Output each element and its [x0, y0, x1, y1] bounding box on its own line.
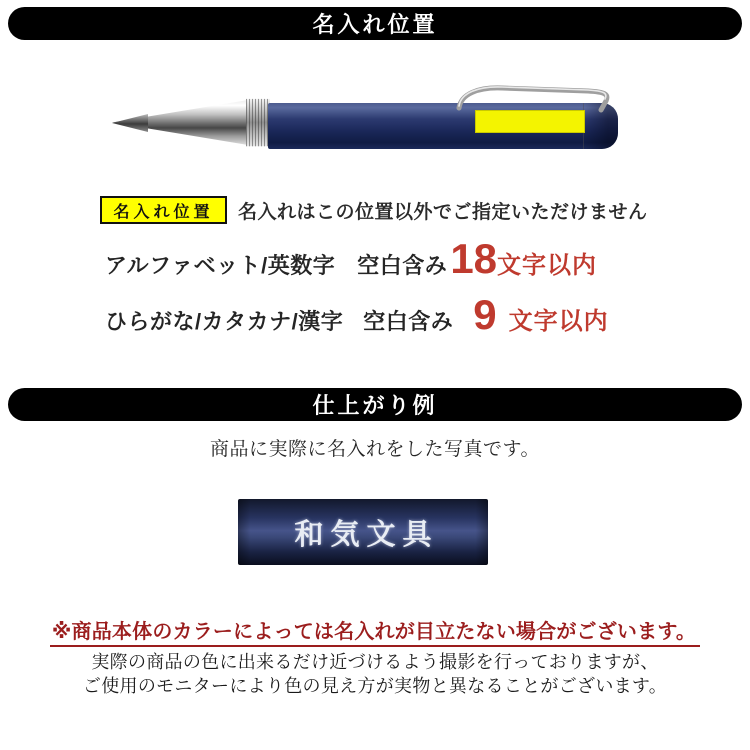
color-warning-note	[0, 615, 750, 644]
monitor-disclaimer-line1: 実際の商品の色に出来るだけ近づけるよう撮影を行っておりますが、	[91, 652, 659, 672]
monitor-disclaimer	[0, 650, 750, 698]
char-limit-kana-kanji	[105, 291, 609, 338]
pen-knurled-ring	[246, 98, 270, 147]
engraving-position-tag: 名入れ位置	[100, 196, 227, 224]
sample-caption: 商品に実際に名入れをした写真です。	[210, 439, 540, 460]
pen-nib-point	[112, 114, 148, 132]
engraved-sample-text: 和気文具	[294, 516, 439, 551]
pen-clip	[452, 81, 618, 113]
color-warning-text: ※商品本体のカラーによっては名入れが目立たない場合がございます。	[50, 621, 700, 647]
pen-illustration	[100, 84, 625, 154]
monitor-disclaimer-line2: ご使用のモニターにより色の見え方が実物と異なることがございます。	[82, 676, 668, 696]
engraving-position-tag-row	[100, 196, 648, 224]
alphanumeric-condition-label: 空白含み	[357, 253, 448, 278]
engraving-position-note: 名入れはこの位置以外でご指定いただけません	[238, 201, 648, 223]
alphanumeric-unit-label: 文字以内	[497, 252, 598, 279]
finished-example-banner-label: 仕上がり例	[312, 393, 438, 418]
finished-example-banner	[8, 388, 742, 421]
engraving-position-banner-label: 名入れ位置	[312, 12, 438, 37]
alphanumeric-count-value: 18	[450, 235, 498, 282]
kana-condition-label: 空白含み	[363, 309, 454, 334]
kana-count-value: 9	[473, 291, 497, 338]
engraving-position-banner	[8, 7, 742, 40]
engraving-area-highlight	[475, 110, 585, 133]
engraved-sample-photo	[238, 499, 488, 565]
char-limit-alphanumeric	[105, 235, 598, 282]
kana-unit-label: 文字以内	[508, 308, 609, 335]
kana-category-label: ひらがな/カタカナ/漢字	[105, 309, 344, 334]
alphanumeric-category-label: アルファベット/英数字	[105, 253, 336, 278]
